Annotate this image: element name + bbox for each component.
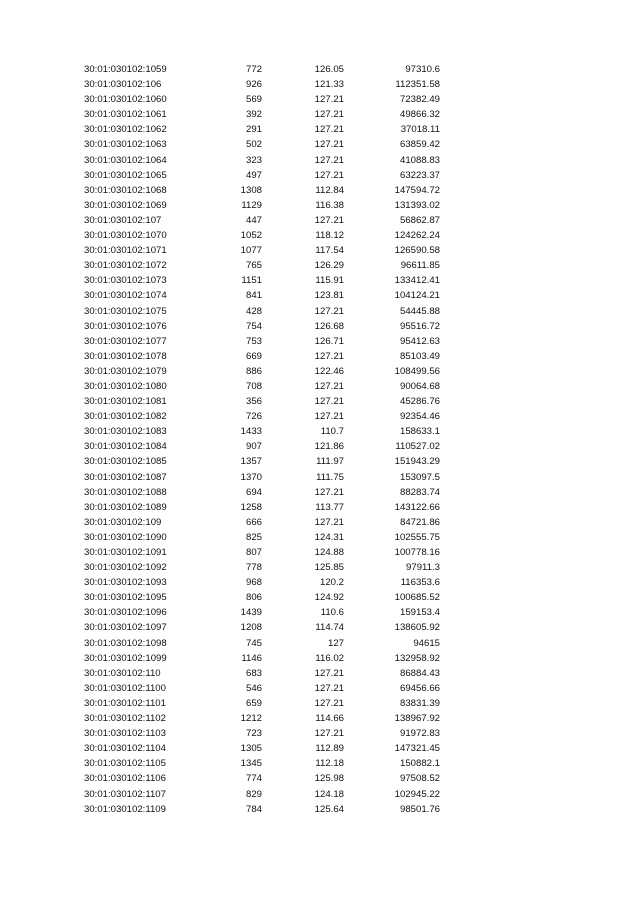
table-row xyxy=(0,590,640,605)
area-cell: 1052 xyxy=(240,230,262,242)
rate-cell: 127.21 xyxy=(314,305,344,317)
table-row xyxy=(0,288,640,303)
value-cell: 97310.6 xyxy=(405,64,440,75)
table-row xyxy=(0,681,640,696)
table-row xyxy=(0,304,640,319)
rate-cell: 124.31 xyxy=(314,531,344,543)
value-cell: 102945.22 xyxy=(394,788,440,800)
rate-cell: 127.21 xyxy=(314,486,344,498)
rate-cell: 125.98 xyxy=(314,773,344,785)
rate-cell: 127.21 xyxy=(314,154,344,166)
table-row xyxy=(0,560,640,575)
value-cell: 102555.75 xyxy=(394,531,440,543)
value-cell: 108499.56 xyxy=(394,365,440,377)
area-cell: 1212 xyxy=(240,713,262,725)
cadastral-number-cell: 30:01:030102:1059 xyxy=(84,64,167,75)
area-cell: 497 xyxy=(245,169,262,181)
cadastral-number-cell: 30:01:030102:1077 xyxy=(84,335,167,347)
area-cell: 1151 xyxy=(241,275,262,287)
value-cell: 37018.11 xyxy=(400,124,440,136)
area-cell: 1208 xyxy=(240,622,262,634)
table-row xyxy=(0,424,640,439)
cadastral-number-cell: 30:01:030102:1079 xyxy=(84,365,167,377)
value-cell: 96611.85 xyxy=(400,260,440,272)
value-cell: 41088.83 xyxy=(399,154,440,166)
value-cell: 100778.16 xyxy=(394,547,440,558)
rate-cell: 112.18 xyxy=(315,758,344,770)
value-cell: 91972.83 xyxy=(399,728,440,740)
cadastral-number-cell: 30:01:030102:1102 xyxy=(84,713,166,725)
table-row xyxy=(0,153,640,168)
value-cell: 131393.02 xyxy=(394,199,440,211)
cadastral-number-cell: 30:01:030102:1099 xyxy=(84,652,167,664)
area-cell: 926 xyxy=(245,79,262,91)
table-row xyxy=(0,228,640,243)
rate-cell: 122.46 xyxy=(314,365,344,377)
value-cell: 84721.86 xyxy=(399,516,440,528)
area-cell: 569 xyxy=(245,94,262,106)
area-cell: 291 xyxy=(245,124,262,136)
cadastral-number-cell: 30:01:030102:1072 xyxy=(84,260,167,272)
cadastral-number-cell: 30:01:030102:1061 xyxy=(84,109,167,121)
rate-cell: 127.21 xyxy=(314,350,344,362)
value-cell: 132958.92 xyxy=(394,652,440,664)
rate-cell: 120.2 xyxy=(319,577,344,589)
table-row xyxy=(0,243,640,258)
area-cell: 669 xyxy=(245,350,262,362)
cadastral-number-cell: 30:01:030102:1062 xyxy=(84,124,167,136)
cadastral-number-cell: 30:01:030102:1106 xyxy=(84,773,166,785)
cadastral-number-cell: 30:01:030102:1064 xyxy=(84,154,167,166)
table-row xyxy=(0,575,640,590)
cadastral-number-cell: 30:01:030102:1063 xyxy=(84,139,167,151)
rate-cell: 127.21 xyxy=(314,411,344,423)
rate-cell: 127.21 xyxy=(314,124,344,136)
value-cell: 88283.74 xyxy=(399,486,440,498)
area-cell: 1129 xyxy=(241,199,262,211)
table-row xyxy=(0,258,640,273)
cadastral-number-cell: 30:01:030102:1071 xyxy=(84,245,167,257)
cadastral-number-cell: 30:01:030102:106 xyxy=(84,79,162,91)
rate-cell: 127.21 xyxy=(314,728,344,740)
value-cell: 124262.24 xyxy=(394,230,440,242)
area-cell: 772 xyxy=(245,64,262,75)
table-row xyxy=(0,183,640,198)
rate-cell: 111.75 xyxy=(316,471,344,483)
table-row xyxy=(0,92,640,107)
value-cell: 63859.42 xyxy=(399,139,440,151)
area-cell: 765 xyxy=(245,260,262,272)
area-cell: 829 xyxy=(245,788,262,800)
table-row xyxy=(0,470,640,485)
value-cell: 138967.92 xyxy=(394,713,440,725)
area-cell: 694 xyxy=(245,486,262,498)
table-row xyxy=(0,107,640,122)
cadastral-number-cell: 30:01:030102:1078 xyxy=(84,350,167,362)
area-cell: 1433 xyxy=(240,426,262,438)
cadastral-number-cell: 30:01:030102:1068 xyxy=(84,184,167,196)
cadastral-number-cell: 30:01:030102:1080 xyxy=(84,380,167,392)
table-row xyxy=(0,741,640,756)
rate-cell: 126.71 xyxy=(314,335,344,347)
cadastral-number-cell: 30:01:030102:109 xyxy=(84,516,162,528)
rate-cell: 121.33 xyxy=(314,79,344,91)
cadastral-number-cell: 30:01:030102:1060 xyxy=(84,94,167,106)
value-cell: 138605.92 xyxy=(394,622,440,634)
cadastral-number-cell: 30:01:030102:1074 xyxy=(84,290,167,302)
value-cell: 158633.1 xyxy=(399,426,440,438)
table-row xyxy=(0,605,640,620)
cadastral-number-cell: 30:01:030102:1095 xyxy=(84,592,167,604)
area-cell: 356 xyxy=(245,396,262,408)
rate-cell: 123.81 xyxy=(314,290,344,302)
area-cell: 666 xyxy=(245,516,262,528)
rate-cell: 126.29 xyxy=(314,260,344,272)
value-cell: 112351.58 xyxy=(395,79,440,91)
value-cell: 143122.66 xyxy=(394,501,440,513)
area-cell: 447 xyxy=(245,214,262,226)
area-cell: 683 xyxy=(245,667,262,679)
rate-cell: 127.21 xyxy=(314,169,344,181)
cadastral-number-cell: 30:01:030102:1092 xyxy=(84,562,167,574)
cadastral-number-cell: 30:01:030102:1070 xyxy=(84,230,167,242)
rate-cell: 124.92 xyxy=(314,592,344,604)
value-cell: 150882.1 xyxy=(399,758,440,770)
rate-cell: 127.21 xyxy=(314,380,344,392)
value-cell: 92354.46 xyxy=(399,411,440,423)
value-cell: 83831.39 xyxy=(399,697,440,709)
cadastral-number-cell: 30:01:030102:1069 xyxy=(84,199,167,211)
area-cell: 1146 xyxy=(241,652,262,664)
area-cell: 907 xyxy=(245,441,262,453)
area-cell: 886 xyxy=(245,365,262,377)
table-row xyxy=(0,771,640,786)
value-cell: 69456.66 xyxy=(399,682,440,694)
area-cell: 774 xyxy=(245,773,262,785)
table-row xyxy=(0,62,640,77)
cadastral-number-cell: 30:01:030102:1084 xyxy=(84,441,167,453)
area-cell: 323 xyxy=(245,154,262,166)
cadastral-number-cell: 30:01:030102:1087 xyxy=(84,471,167,483)
area-cell: 841 xyxy=(245,290,262,302)
value-cell: 147321.45 xyxy=(394,743,440,755)
value-cell: 97508.52 xyxy=(399,773,440,785)
table-row xyxy=(0,379,640,394)
area-cell: 723 xyxy=(245,728,262,740)
value-cell: 159153.4 xyxy=(399,607,440,619)
rate-cell: 127.21 xyxy=(314,139,344,151)
rate-cell: 126.05 xyxy=(314,64,344,75)
cadastral-number-cell: 30:01:030102:107 xyxy=(84,214,162,226)
rate-cell: 127.21 xyxy=(314,667,344,679)
cadastral-number-cell: 30:01:030102:1098 xyxy=(84,637,167,649)
rate-cell: 124.88 xyxy=(314,547,344,558)
cadastral-number-cell: 30:01:030102:1105 xyxy=(84,758,166,770)
rate-cell: 116.02 xyxy=(315,652,344,664)
cadastral-number-cell: 30:01:030102:1091 xyxy=(84,547,167,558)
table-row xyxy=(0,349,640,364)
cadastral-number-cell: 30:01:030102:1107 xyxy=(84,788,166,800)
cadastral-number-cell: 30:01:030102:1101 xyxy=(84,697,166,709)
cadastral-number-cell: 30:01:030102:1083 xyxy=(84,426,167,438)
table-row xyxy=(0,545,640,560)
area-cell: 1439 xyxy=(240,607,262,619)
value-cell: 63223.37 xyxy=(399,169,440,181)
value-cell: 94615 xyxy=(413,637,440,649)
rate-cell: 114.66 xyxy=(315,713,344,725)
cadastral-number-cell: 30:01:030102:1100 xyxy=(84,682,166,694)
rate-cell: 125.85 xyxy=(314,562,344,574)
table-row xyxy=(0,711,640,726)
table-row xyxy=(0,787,640,802)
rate-cell: 121.86 xyxy=(314,441,344,453)
table-row xyxy=(0,319,640,334)
area-cell: 825 xyxy=(245,531,262,543)
area-cell: 1308 xyxy=(240,184,262,196)
table-row xyxy=(0,454,640,469)
rate-cell: 118.12 xyxy=(315,230,344,242)
cadastral-number-cell: 30:01:030102:110 xyxy=(84,667,161,679)
table-row xyxy=(0,756,640,771)
area-cell: 753 xyxy=(245,335,262,347)
area-cell: 428 xyxy=(245,305,262,317)
cadastral-number-cell: 30:01:030102:1075 xyxy=(84,305,167,317)
table-row xyxy=(0,273,640,288)
area-cell: 708 xyxy=(245,380,262,392)
table-row xyxy=(0,122,640,137)
cadastral-number-cell: 30:01:030102:1085 xyxy=(84,456,167,468)
table-row xyxy=(0,364,640,379)
cadastral-number-cell: 30:01:030102:1096 xyxy=(84,607,167,619)
area-cell: 546 xyxy=(245,682,262,694)
table-row xyxy=(0,636,640,651)
rate-cell: 113.77 xyxy=(315,501,344,513)
rate-cell: 110.6 xyxy=(320,607,344,619)
value-cell: 147594.72 xyxy=(394,184,440,196)
table-row xyxy=(0,515,640,530)
cadastral-number-cell: 30:01:030102:1090 xyxy=(84,531,167,543)
value-cell: 133412.41 xyxy=(394,275,440,287)
rate-cell: 127.21 xyxy=(314,396,344,408)
cadastral-number-cell: 30:01:030102:1065 xyxy=(84,169,167,181)
table-row xyxy=(0,409,640,424)
value-cell: 45286.76 xyxy=(399,396,440,408)
rate-cell: 112.89 xyxy=(315,743,344,755)
value-cell: 90064.68 xyxy=(399,380,440,392)
rate-cell: 114.74 xyxy=(315,622,344,634)
table-row xyxy=(0,485,640,500)
area-cell: 968 xyxy=(245,577,262,589)
area-cell: 1345 xyxy=(240,758,262,770)
rate-cell: 110.7 xyxy=(320,426,344,438)
table-row xyxy=(0,168,640,183)
cadastral-number-cell: 30:01:030102:1109 xyxy=(84,803,166,815)
value-cell: 126590.58 xyxy=(394,245,440,257)
rate-cell: 125.64 xyxy=(314,803,344,815)
cadastral-number-cell: 30:01:030102:1076 xyxy=(84,320,167,332)
value-cell: 72382.49 xyxy=(399,94,440,106)
table-row xyxy=(0,77,640,92)
cadastral-number-cell: 30:01:030102:1089 xyxy=(84,501,167,513)
table-row xyxy=(0,213,640,228)
table-row xyxy=(0,500,640,515)
value-cell: 85103.49 xyxy=(399,350,440,362)
rate-cell: 112.84 xyxy=(315,184,344,196)
value-cell: 116353.6 xyxy=(400,577,440,589)
cadastral-number-cell: 30:01:030102:1088 xyxy=(84,486,167,498)
area-cell: 1305 xyxy=(240,743,262,755)
cadastral-number-cell: 30:01:030102:1073 xyxy=(84,275,167,287)
rate-cell: 127.21 xyxy=(314,516,344,528)
value-cell: 153097.5 xyxy=(399,471,440,483)
table-row xyxy=(0,620,640,635)
rate-cell: 127.21 xyxy=(314,214,344,226)
cadastral-number-cell: 30:01:030102:1082 xyxy=(84,411,167,423)
rate-cell: 127.21 xyxy=(314,682,344,694)
area-cell: 502 xyxy=(245,139,262,151)
table-row xyxy=(0,530,640,545)
value-cell: 151943.29 xyxy=(394,456,440,468)
area-cell: 754 xyxy=(245,320,262,332)
area-cell: 784 xyxy=(245,803,262,815)
area-cell: 659 xyxy=(245,697,262,709)
area-cell: 745 xyxy=(245,637,262,649)
area-cell: 1357 xyxy=(240,456,262,468)
table-row xyxy=(0,394,640,409)
rate-cell: 111.97 xyxy=(316,456,344,468)
table-row xyxy=(0,726,640,741)
rate-cell: 115.91 xyxy=(315,275,344,287)
rate-cell: 127 xyxy=(327,637,344,649)
area-cell: 806 xyxy=(245,592,262,604)
table-row xyxy=(0,651,640,666)
cadastral-number-cell: 30:01:030102:1104 xyxy=(84,743,166,755)
value-cell: 54445.88 xyxy=(399,305,440,317)
table-row xyxy=(0,696,640,711)
rate-cell: 117.54 xyxy=(315,245,344,257)
value-cell: 49866.32 xyxy=(399,109,440,121)
cadastral-number-cell: 30:01:030102:1093 xyxy=(84,577,167,589)
area-cell: 1258 xyxy=(240,501,262,513)
value-cell: 100685.52 xyxy=(394,592,440,604)
rate-cell: 124.18 xyxy=(314,788,344,800)
rate-cell: 127.21 xyxy=(314,94,344,106)
rate-cell: 126.68 xyxy=(314,320,344,332)
table-row xyxy=(0,666,640,681)
area-cell: 392 xyxy=(245,109,262,121)
table-row xyxy=(0,802,640,817)
area-cell: 778 xyxy=(245,562,262,574)
rate-cell: 116.38 xyxy=(315,199,344,211)
table-row xyxy=(0,198,640,213)
value-cell: 104124.21 xyxy=(394,290,440,302)
rate-cell: 127.21 xyxy=(314,109,344,121)
value-cell: 56862.87 xyxy=(399,214,440,226)
cadastral-number-cell: 30:01:030102:1081 xyxy=(84,396,167,408)
value-cell: 110527.02 xyxy=(395,441,440,453)
table-row xyxy=(0,137,640,152)
cadastral-number-cell: 30:01:030102:1097 xyxy=(84,622,167,634)
data-table xyxy=(0,62,640,817)
value-cell: 98501.76 xyxy=(399,803,440,815)
value-cell: 95412.63 xyxy=(399,335,440,347)
cadastral-number-cell: 30:01:030102:1103 xyxy=(84,728,166,740)
area-cell: 1077 xyxy=(240,245,262,257)
table-row xyxy=(0,334,640,349)
area-cell: 1370 xyxy=(240,471,262,483)
value-cell: 95516.72 xyxy=(399,320,440,332)
value-cell: 86884.43 xyxy=(399,667,440,679)
area-cell: 726 xyxy=(245,411,262,423)
rate-cell: 127.21 xyxy=(314,697,344,709)
area-cell: 807 xyxy=(245,547,262,558)
table-row xyxy=(0,439,640,454)
value-cell: 97911.3 xyxy=(406,562,440,574)
